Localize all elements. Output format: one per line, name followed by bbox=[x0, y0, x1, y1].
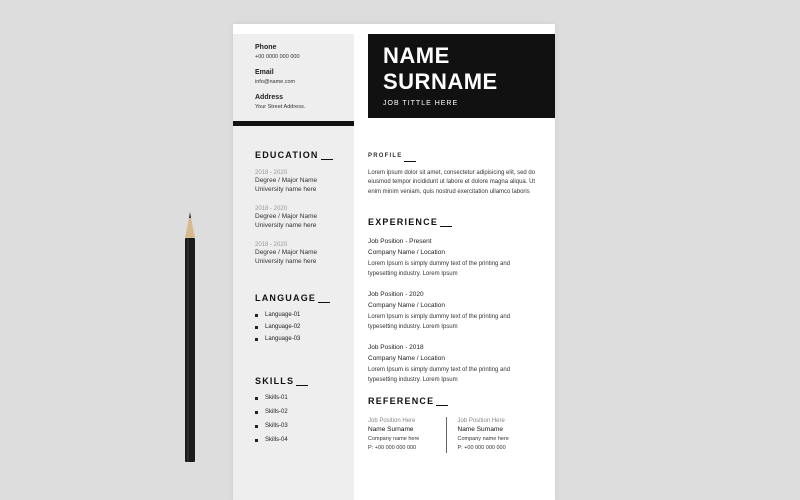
education-degree: Degree / Major Name bbox=[255, 177, 318, 184]
reference-company: Company name here bbox=[368, 436, 420, 442]
experience-section bbox=[368, 217, 536, 385]
education-section bbox=[255, 150, 350, 266]
skill-item: Skills-03 bbox=[255, 423, 350, 429]
reference-section bbox=[368, 396, 536, 453]
skill-item: Skills-01 bbox=[255, 395, 350, 401]
profile-text: Lorem ipsum dolor sit amet, consectetur adipisicing elit, sed do eiusmod tempor incididunt ut labore et dolore magna aliqua. Ut enim minim veniam, quis nostrud exercitation ullamco laboris bbox=[368, 169, 536, 195]
job-title: JOB TITTLE HERE bbox=[383, 100, 459, 107]
profile-title: PROFILE bbox=[368, 153, 403, 159]
job-position: Job Position - 2020 bbox=[368, 291, 424, 298]
company-name: Company Name / Location bbox=[368, 355, 445, 362]
job-description: Lorem Ipsum is simply dummy text of the printing and typesetting industry. Lorem Ipsum bbox=[368, 261, 511, 277]
skill-item: Skills-02 bbox=[255, 409, 350, 415]
job-position: Job Position - 2018 bbox=[368, 344, 424, 351]
education-university: University name here bbox=[255, 222, 317, 229]
pencil-image bbox=[184, 212, 196, 462]
language-item: Language-03 bbox=[255, 336, 350, 342]
reference-phone: P: +00 000 000 000 bbox=[457, 445, 506, 451]
phone-value: +00 0000 000 000 bbox=[255, 54, 300, 60]
skills-section bbox=[255, 376, 350, 451]
job-position: Job Position - Present bbox=[368, 238, 432, 245]
phone-label: Phone bbox=[255, 44, 277, 51]
profile-section bbox=[368, 145, 536, 197]
section-title bbox=[255, 150, 350, 160]
reference-phone: P: +00 000 000 000 bbox=[368, 445, 417, 451]
language-item: Language-01 bbox=[255, 312, 350, 318]
section-title bbox=[368, 152, 536, 162]
reference-item bbox=[446, 417, 537, 453]
education-degree: Degree / Major Name bbox=[255, 249, 318, 256]
experience-title: EXPERIENCE bbox=[368, 217, 439, 227]
experience-item bbox=[368, 289, 536, 332]
email-label: Email bbox=[255, 69, 274, 76]
skill-item: Skills-04 bbox=[255, 437, 350, 443]
section-title bbox=[368, 217, 536, 227]
sidebar-divider bbox=[233, 121, 354, 126]
address-label: Address bbox=[255, 94, 284, 101]
education-title: EDUCATION bbox=[255, 150, 319, 160]
job-description: Lorem Ipsum is simply dummy text of the printing and typesetting industry. Lorem Ipsum bbox=[368, 314, 511, 330]
language-section bbox=[255, 293, 350, 348]
education-years: 2018 - 2020 bbox=[255, 242, 288, 248]
education-item bbox=[255, 170, 350, 194]
experience-item bbox=[368, 342, 536, 385]
reference-title: REFERENCE bbox=[368, 396, 435, 406]
email-value: info@name.com bbox=[255, 79, 296, 85]
name-header bbox=[368, 34, 555, 118]
reference-position: Job Position Here bbox=[457, 418, 505, 424]
surname: SURNAME bbox=[383, 69, 498, 94]
company-name: Company Name / Location bbox=[368, 302, 445, 309]
education-university: University name here bbox=[255, 186, 317, 193]
reference-company: Company name here bbox=[457, 436, 509, 442]
section-title bbox=[255, 293, 350, 303]
education-university: University name here bbox=[255, 258, 317, 265]
reference-item bbox=[368, 417, 447, 453]
language-item: Language-02 bbox=[255, 324, 350, 330]
section-title bbox=[255, 376, 350, 386]
education-degree: Degree / Major Name bbox=[255, 213, 318, 220]
contact-block bbox=[255, 44, 350, 119]
education-item bbox=[255, 206, 350, 230]
education-years: 2018 - 2020 bbox=[255, 170, 288, 176]
education-years: 2018 - 2020 bbox=[255, 206, 288, 212]
education-item bbox=[255, 242, 350, 266]
address-value: Your Street Address. bbox=[255, 104, 306, 110]
skills-title: SKILLS bbox=[255, 376, 295, 386]
company-name: Company Name / Location bbox=[368, 249, 445, 256]
section-title bbox=[368, 396, 536, 406]
language-title: LANGUAGE bbox=[255, 293, 317, 303]
experience-item bbox=[368, 236, 536, 279]
job-description: Lorem Ipsum is simply dummy text of the printing and typesetting industry. Lorem Ipsum bbox=[368, 367, 511, 383]
first-name: NAME bbox=[383, 43, 450, 68]
reference-name: Name Surname bbox=[368, 426, 414, 433]
resume-page bbox=[233, 24, 555, 500]
reference-position: Job Position Here bbox=[368, 418, 416, 424]
reference-name: Name Surname bbox=[457, 426, 504, 433]
